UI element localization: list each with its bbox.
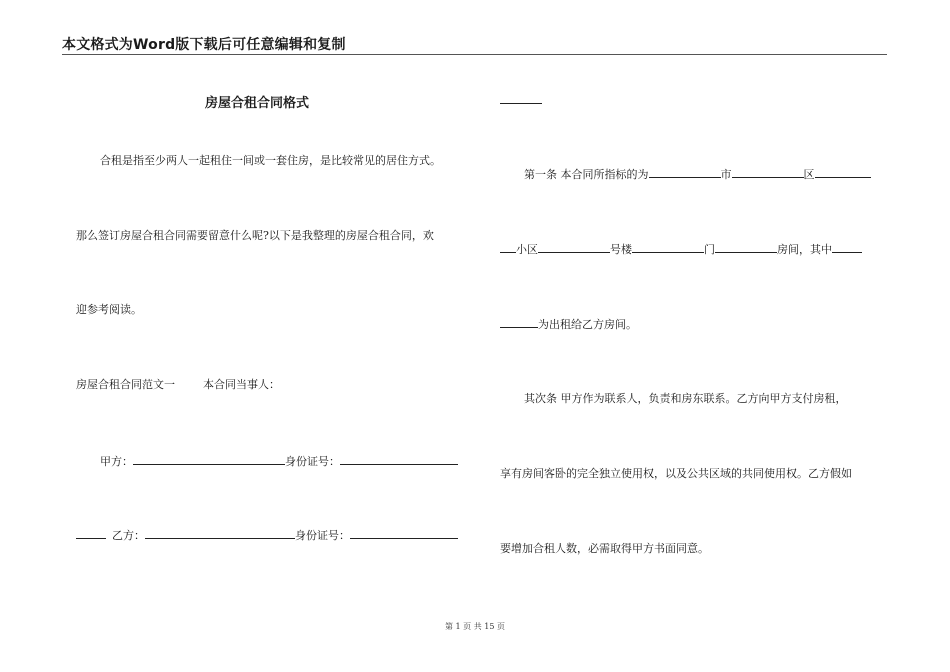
unit-blank <box>632 242 704 253</box>
building-label: 号楼 <box>610 243 632 256</box>
article1-line3 <box>500 317 637 332</box>
party-b-id-label: 身份证号： <box>295 529 350 542</box>
contract-heading: 房屋合租合同范文一 <box>76 378 175 391</box>
document-title: 房屋合租合同格式 <box>205 96 310 111</box>
party-b-id-blank <box>350 528 458 539</box>
building-blank <box>538 242 610 253</box>
paragraph-intro-line3: 迎参考阅读。 <box>76 303 142 316</box>
district-label: 区 <box>803 168 815 181</box>
article1-line1 <box>524 167 871 182</box>
party-a-label: 甲方： <box>100 455 133 468</box>
article2-line2: 享有房间客卧的完全独立使用权，以及公共区域的共同使用权。乙方假如 <box>500 467 852 480</box>
parties-label: 本合同当事人： <box>203 378 280 391</box>
party-a-id-blank <box>340 454 458 465</box>
paragraph-intro-line1: 合租是指至少两人一起租住一间或一套住房，是比较常见的居住方式。 <box>100 154 441 167</box>
party-a-name-blank <box>133 454 285 465</box>
article2-line1: 其次条 甲方作为联系人，负责和房东联系。乙方向甲方支付房租， <box>524 392 847 405</box>
party-a-id-label: 身份证号： <box>285 455 340 468</box>
page-number: 第 1 页 共 15 页 <box>445 622 505 631</box>
community-label: 小区 <box>516 243 538 256</box>
room-among-label: 房间，其中 <box>777 243 832 256</box>
party-a-line <box>100 454 458 469</box>
community-prefix-blank <box>500 242 516 253</box>
party-b-line <box>76 528 458 543</box>
page-header <box>62 34 887 55</box>
rent-to-b-blank <box>500 317 538 328</box>
city-label: 市 <box>720 168 732 181</box>
header-title: 本文格式为Word版下载后可任意编辑和复制 <box>62 37 346 53</box>
article1-line2 <box>500 242 862 257</box>
party-b-label: 乙方： <box>112 529 145 542</box>
room-among-blank <box>832 242 862 253</box>
unit-label: 门 <box>704 243 715 256</box>
party-b-name-blank <box>145 528 295 539</box>
room-blank <box>715 242 777 253</box>
page-footer <box>0 621 950 632</box>
continuation-blank-line <box>500 93 542 108</box>
contract-heading-line <box>76 378 280 392</box>
district-blank <box>732 167 804 178</box>
district-trailing-blank <box>815 167 871 178</box>
city-blank <box>649 167 721 178</box>
paragraph-intro-line2: 那么签订房屋合租合同需要留意什么呢?以下是我整理的房屋合租合同，欢 <box>76 229 434 242</box>
party-b-prefix-blank <box>76 528 106 539</box>
rent-to-b-label: 为出租给乙方房间。 <box>538 318 637 331</box>
article2-line3: 要增加合租人数，必需取得甲方书面同意。 <box>500 542 709 555</box>
article1-prefix: 第一条 本合同所指标的为 <box>524 168 649 181</box>
continuation-blank <box>500 93 542 104</box>
